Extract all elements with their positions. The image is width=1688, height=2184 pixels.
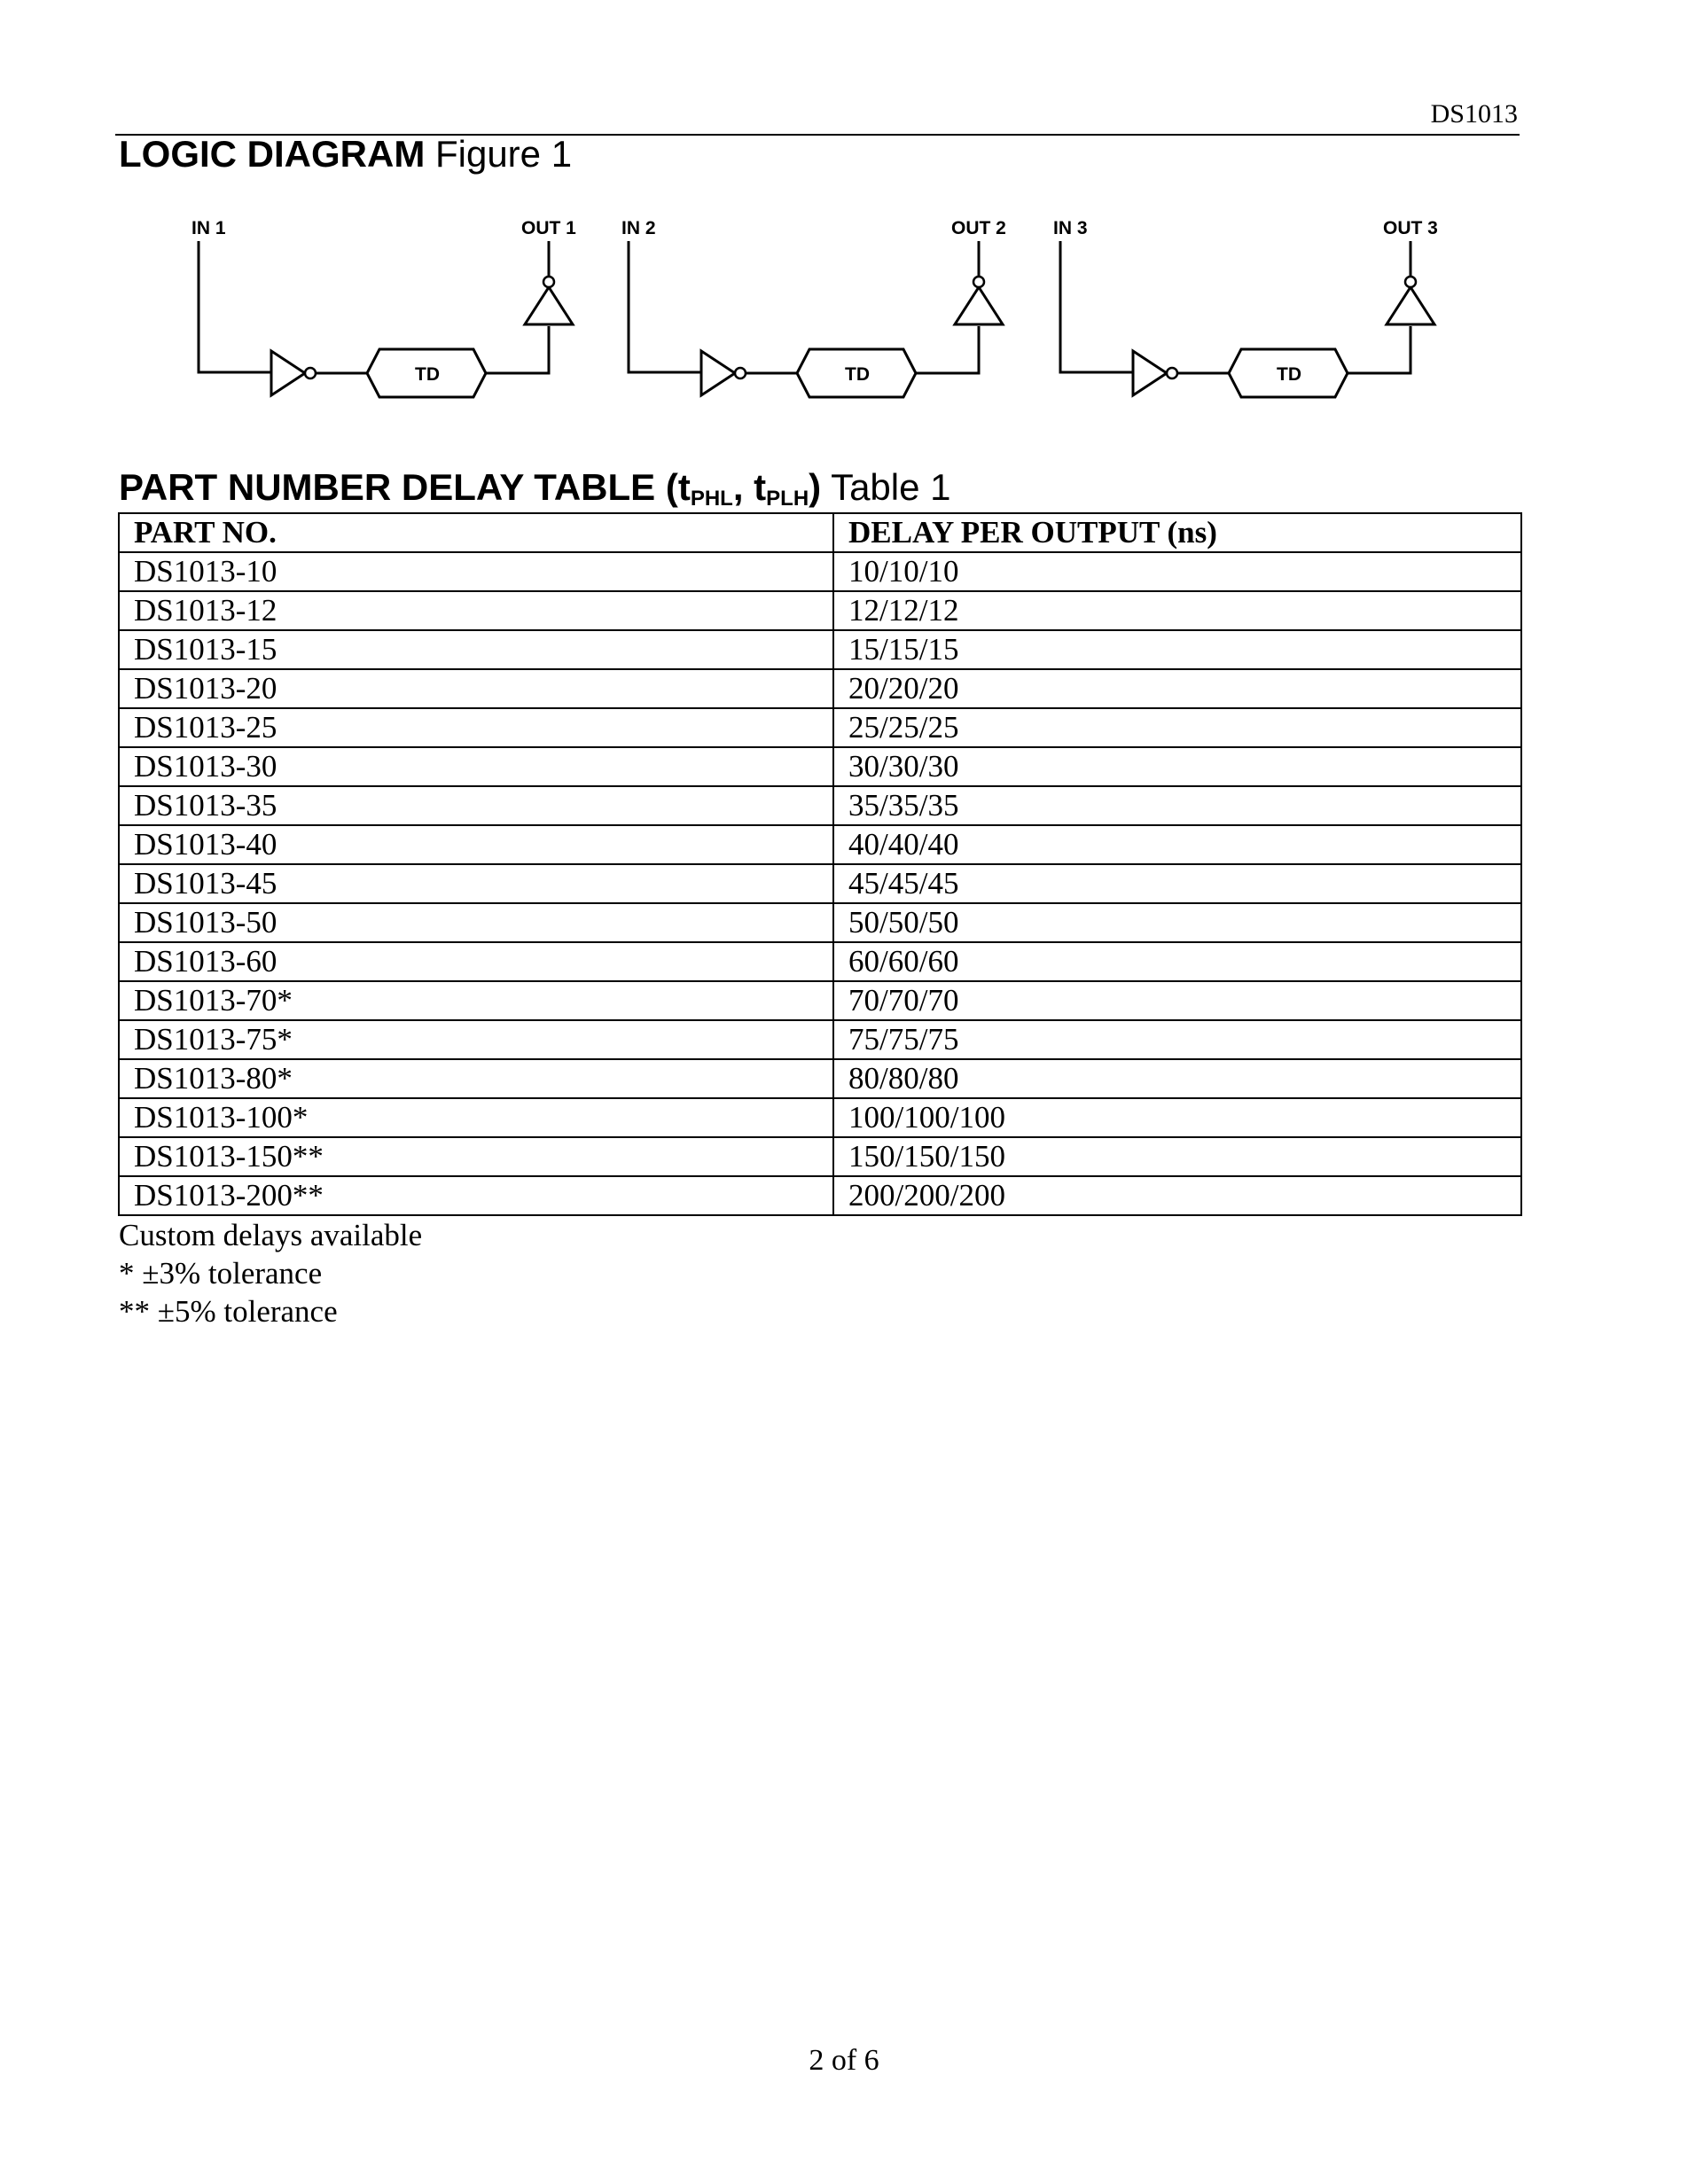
table-row xyxy=(119,708,1521,747)
delay-cell: 20/20/20 xyxy=(833,669,1521,708)
note-5pct-tolerance: ** ±5% tolerance xyxy=(119,1294,338,1329)
delay-cell: 10/10/10 xyxy=(833,552,1521,591)
note-custom-delays: Custom delays available xyxy=(119,1218,423,1252)
table-row xyxy=(119,669,1521,708)
delay-cell: 50/50/50 xyxy=(833,903,1521,942)
table-row xyxy=(119,1176,1521,1215)
part-number-cell: DS1013-50 xyxy=(119,903,833,942)
table-row xyxy=(119,903,1521,942)
table-title-label: Table 1 xyxy=(821,466,951,508)
part-number-cell: DS1013-75* xyxy=(119,1020,833,1059)
output-bubble-icon xyxy=(1405,277,1416,287)
delay-block-label: TD xyxy=(1277,364,1301,385)
figure-title-bold: LOGIC DIAGRAM xyxy=(119,133,426,175)
inverter-bubble-icon xyxy=(1167,368,1177,378)
delay-cell: 60/60/60 xyxy=(833,942,1521,981)
part-number-cell: DS1013-30 xyxy=(119,747,833,786)
delay-table xyxy=(118,512,1522,1216)
part-number-cell: DS1013-15 xyxy=(119,630,833,669)
inverter-gate-icon xyxy=(271,351,305,395)
part-number-cell: DS1013-40 xyxy=(119,825,833,864)
inverter-gate-icon xyxy=(1133,351,1167,395)
table-row xyxy=(119,1098,1521,1137)
input-wire xyxy=(1060,241,1133,372)
output-buffer-icon xyxy=(955,287,1003,324)
channel-3 xyxy=(1053,218,1438,397)
delay-cell: 40/40/40 xyxy=(833,825,1521,864)
part-number-cell: DS1013-60 xyxy=(119,942,833,981)
table-row xyxy=(119,1020,1521,1059)
figure-title xyxy=(119,133,572,176)
table-row xyxy=(119,942,1521,981)
input-wire xyxy=(629,241,701,372)
delay-cell: 45/45/45 xyxy=(833,864,1521,903)
inverter-bubble-icon xyxy=(735,368,746,378)
delay-cell: 15/15/15 xyxy=(833,630,1521,669)
output-bubble-icon xyxy=(973,277,984,287)
part-number-cell: DS1013-70* xyxy=(119,981,833,1020)
table-header-row xyxy=(119,513,1521,552)
table-row xyxy=(119,825,1521,864)
table-title-t2: t xyxy=(754,466,767,508)
inverter-bubble-icon xyxy=(305,368,316,378)
part-number-cell: DS1013-25 xyxy=(119,708,833,747)
delay-cell: 30/30/30 xyxy=(833,747,1521,786)
delay-cell: 200/200/200 xyxy=(833,1176,1521,1215)
part-number-cell: DS1013-10 xyxy=(119,552,833,591)
part-number-cell: DS1013-20 xyxy=(119,669,833,708)
table-row xyxy=(119,630,1521,669)
delay-block-label: TD xyxy=(415,364,440,385)
delay-cell: 12/12/12 xyxy=(833,591,1521,630)
output-label: OUT 2 xyxy=(951,218,1006,238)
output-wire xyxy=(1348,326,1411,373)
table-row xyxy=(119,747,1521,786)
part-number-cell: DS1013-100* xyxy=(119,1098,833,1137)
part-number-cell: DS1013-80* xyxy=(119,1059,833,1098)
note-3pct-tolerance: * ±3% tolerance xyxy=(119,1256,323,1291)
table-row xyxy=(119,786,1521,825)
delay-cell: 80/80/80 xyxy=(833,1059,1521,1098)
table-row xyxy=(119,552,1521,591)
delay-block-label: TD xyxy=(845,364,870,385)
part-number-cell: DS1013-200** xyxy=(119,1176,833,1215)
delay-cell: 100/100/100 xyxy=(833,1098,1521,1137)
page-number: 2 of 6 xyxy=(809,2044,879,2077)
table-title-bold: PART NUMBER DELAY TABLE ( xyxy=(119,466,678,508)
output-label: OUT 1 xyxy=(521,218,576,238)
inverter-gate-icon xyxy=(701,351,735,395)
table-row xyxy=(119,1059,1521,1098)
delay-cell: 70/70/70 xyxy=(833,981,1521,1020)
input-label: IN 2 xyxy=(621,218,656,238)
part-number-cell: DS1013-35 xyxy=(119,786,833,825)
table-notes xyxy=(119,1216,422,1330)
part-number-cell: DS1013-12 xyxy=(119,591,833,630)
table-title-t1: t xyxy=(677,466,691,508)
logic-diagram xyxy=(168,209,1481,422)
table-title xyxy=(119,466,951,511)
column-header-delay: DELAY PER OUTPUT (ns) xyxy=(833,513,1521,552)
output-label: OUT 3 xyxy=(1383,218,1438,238)
document-id: DS1013 xyxy=(1430,99,1518,129)
input-label: IN 1 xyxy=(191,218,226,238)
table-title-sep: , xyxy=(732,466,754,508)
output-buffer-icon xyxy=(525,287,573,324)
output-wire xyxy=(486,326,549,373)
output-buffer-icon xyxy=(1387,287,1434,324)
table-row xyxy=(119,981,1521,1020)
delay-cell: 35/35/35 xyxy=(833,786,1521,825)
delay-cell: 75/75/75 xyxy=(833,1020,1521,1059)
channel-2 xyxy=(621,218,1006,397)
input-label: IN 3 xyxy=(1053,218,1088,238)
table-title-sub1: PHL xyxy=(690,487,733,511)
table-row xyxy=(119,864,1521,903)
table-row xyxy=(119,1137,1521,1176)
channel-1 xyxy=(191,218,576,397)
input-wire xyxy=(199,241,271,372)
column-header-part-no: PART NO. xyxy=(119,513,833,552)
part-number-cell: DS1013-150** xyxy=(119,1137,833,1176)
output-bubble-icon xyxy=(543,277,554,287)
delay-cell: 25/25/25 xyxy=(833,708,1521,747)
table-title-close: ) xyxy=(809,466,822,508)
figure-title-label: Figure 1 xyxy=(425,133,573,175)
part-number-cell: DS1013-45 xyxy=(119,864,833,903)
delay-cell: 150/150/150 xyxy=(833,1137,1521,1176)
table-title-sub2: PLH xyxy=(766,487,809,511)
output-wire xyxy=(916,326,979,373)
table-row xyxy=(119,591,1521,630)
